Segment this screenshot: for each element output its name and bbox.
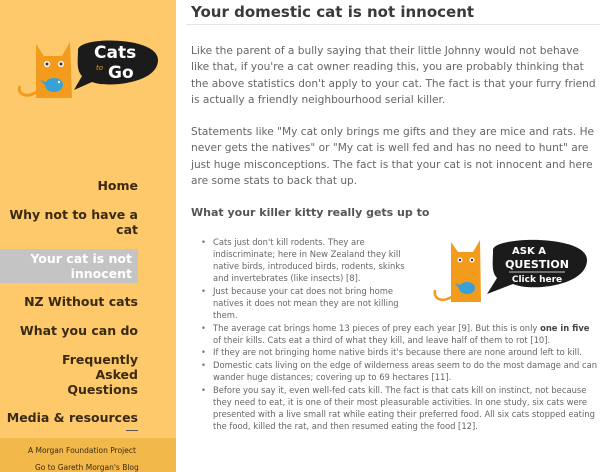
- section-subheading: What your killer kitty really gets up to: [191, 206, 430, 219]
- logo-cats-text: Cats: [94, 43, 137, 63]
- morgan-foundation-link[interactable]: A Morgan Foundation Project: [28, 446, 136, 455]
- title-divider: [186, 24, 600, 25]
- nav-faq[interactable]: Frequently Asked Questions: [61, 352, 138, 397]
- list-item: • Domestic cats living on the edge of wilderness areas seem to do the most damage and can wander huge distances; covering up to 69 hectares [11].: [201, 359, 599, 383]
- list-item: • Cats just don't kill rodents. They are indiscriminate; here in New Zealand they kill native birds, introduced birds, rodents, skinks and invertebrates (like insects) [8].: [201, 236, 419, 284]
- ask-question-cat-icon: [431, 232, 591, 314]
- ask-line1: ASK A: [512, 246, 546, 257]
- nav-why-not-to-have-a-cat[interactable]: Why not to have a cat: [9, 207, 138, 237]
- cat-logo-icon: [6, 30, 164, 120]
- logo-to-text: to: [96, 64, 104, 72]
- nav-home[interactable]: Home: [97, 178, 138, 193]
- list-item-emphasis: one in five: [540, 322, 590, 333]
- list-item: • Before you say it, even well-fed cats kill. The fact is that cats kill on instinct, not because they need to eat, it is one of their most pleasurable activities. In one study, six cats were presented with a live small rat while eating their preferred food. All six cats stopped eating the food, killed the rat, and then resumed eating the food [12].: [201, 384, 599, 432]
- list-item: • If they are not bringing home native birds it's because there are none around left to kill.: [201, 346, 599, 358]
- page-title: Your domestic cat is not innocent: [191, 3, 475, 21]
- list-item-text: of their kills. Cats eat a third of what they kill, and leave half of them to rot [10].: [213, 334, 551, 345]
- sidebar: [0, 0, 176, 472]
- list-item-text: The average cat brings home 13 pieces of prey each year [9]. But this is only: [213, 322, 541, 333]
- ask-line2: QUESTION: [505, 258, 569, 271]
- statements-paragraph: Statements like "My cat only brings me gifts and they are mice and rats. He never gets the natives" or "My cat is well fed and has no need to hunt" are just huge misconceptions. The fact is that your cat is not innocent and here are some stats to back that up.: [191, 126, 595, 187]
- main-nav: [0, 176, 176, 425]
- cats-to-go-logo[interactable]: [6, 30, 164, 120]
- ask-a-question-button[interactable]: [431, 232, 591, 314]
- gareth-morgan-blog-link[interactable]: Go to Gareth Morgan's Blog: [35, 463, 139, 472]
- divider: [126, 430, 138, 431]
- list-item: [201, 322, 599, 346]
- nav-what-you-can-do[interactable]: What you can do: [19, 323, 138, 338]
- footer-band: [0, 438, 176, 472]
- nav-your-cat-is-not-innocent[interactable]: Your cat is not innocent: [0, 249, 138, 283]
- logo-go-text: Go: [108, 63, 134, 83]
- main-content: [176, 0, 600, 472]
- nav-nz-without-cats[interactable]: NZ Without cats: [24, 294, 138, 309]
- ask-line3: Click here: [511, 275, 563, 285]
- nav-media-resources[interactable]: Media & resources: [6, 410, 138, 425]
- list-item: • Just because your cat does not bring home natives it does not mean they are not killing them.: [201, 285, 421, 321]
- intro-paragraph: Like the parent of a bully saying that their little Johnny would not behave like that, if you're a cat owner reading this, you are probably thinking that the above statistics don't apply to your cat. The fact is that your furry friend is actually a friendly neighbourhood serial killer.: [191, 45, 596, 106]
